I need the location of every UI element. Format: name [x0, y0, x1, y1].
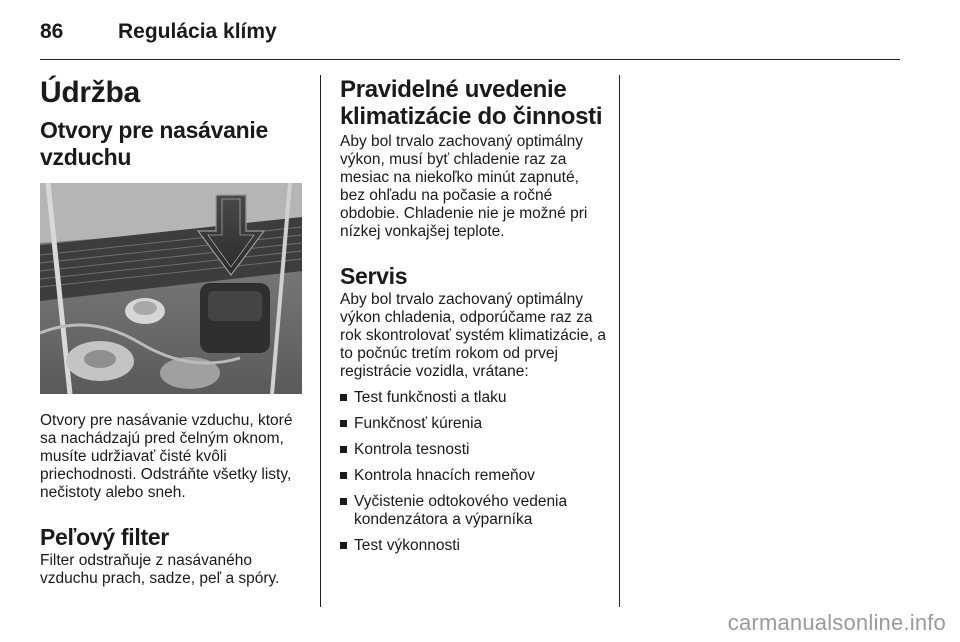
- bullet-square-icon: [340, 394, 347, 401]
- list-item: [340, 467, 608, 485]
- list-item: [340, 493, 608, 529]
- section-title-ac-operation: Pravidelné uvedenie klimatizácie do činnosti: [340, 76, 603, 130]
- header-divider: [40, 59, 900, 60]
- bullet-square-icon: [340, 420, 347, 427]
- page-number: 86: [40, 20, 64, 43]
- service-text: Aby bol trvalo zachovaný optimálny výkon chladenia, odporúčame raz za rok skontrolovať systém klimatizácie, a to počnúc tretím rokom od prvej registrácie vozidla, vrátane:: [340, 291, 606, 380]
- section-title-service: Servis: [340, 263, 408, 289]
- site-watermark: carmanualsonline.info: [727, 610, 946, 635]
- list-item: [340, 389, 608, 407]
- chapter-title: Regulácia klímy: [118, 20, 277, 43]
- section-title-maintenance: Údržba: [40, 76, 140, 109]
- column-divider-left: [320, 75, 321, 607]
- list-item: [340, 441, 608, 459]
- pollen-filter-text: Filter odstraňuje z nasávaného vzduchu prach, sadze, peľ a spóry.: [40, 552, 280, 587]
- bullet-square-icon: [340, 472, 347, 479]
- ac-operation-text: Aby bol trvalo zachovaný optimálny výkon, musí byť chladenie raz za mesiac na niekoľko minút zapnuté, bez ohľadu na počasie a ročné obdobie. Chladenie nie je možné pri nízkej vonkajšej teplote.: [340, 133, 588, 240]
- bullet-square-icon: [340, 542, 347, 549]
- service-item-label: Test funkčnosti a tlaku: [354, 389, 507, 406]
- page-header: [40, 20, 920, 62]
- air-intake-text: Otvory pre nasávanie vzduchu, ktoré sa nachádzajú pred čelným oknom, musíte udržiavať čisté kvôli priechodnosti. Odstráňte všetky listy, nečistoty alebo sneh.: [40, 412, 293, 501]
- list-item: [340, 537, 608, 555]
- air-intake-illustration: [40, 183, 302, 394]
- service-item-label: Vyčistenie odtokového vedenia kondenzátora a výparníka: [354, 493, 568, 528]
- service-item-label: Funkčnosť kúrenia: [354, 415, 483, 432]
- service-item-label: Kontrola hnacích remeňov: [354, 467, 535, 484]
- column-left: [40, 70, 302, 588]
- subsection-title-air-intake: Otvory pre nasávanie vzduchu: [40, 117, 268, 170]
- bullet-square-icon: [340, 498, 347, 505]
- air-intake-photo: [40, 183, 302, 394]
- list-item: [340, 415, 608, 433]
- service-item-label: Kontrola tesnosti: [354, 441, 470, 458]
- subsection-title-pollen-filter: Peľový filter: [40, 524, 169, 550]
- bullet-square-icon: [340, 446, 347, 453]
- column-right: [340, 70, 608, 555]
- service-item-label: Test výkonnosti: [354, 537, 460, 554]
- column-divider-right: [619, 75, 620, 607]
- service-checklist: [340, 389, 608, 555]
